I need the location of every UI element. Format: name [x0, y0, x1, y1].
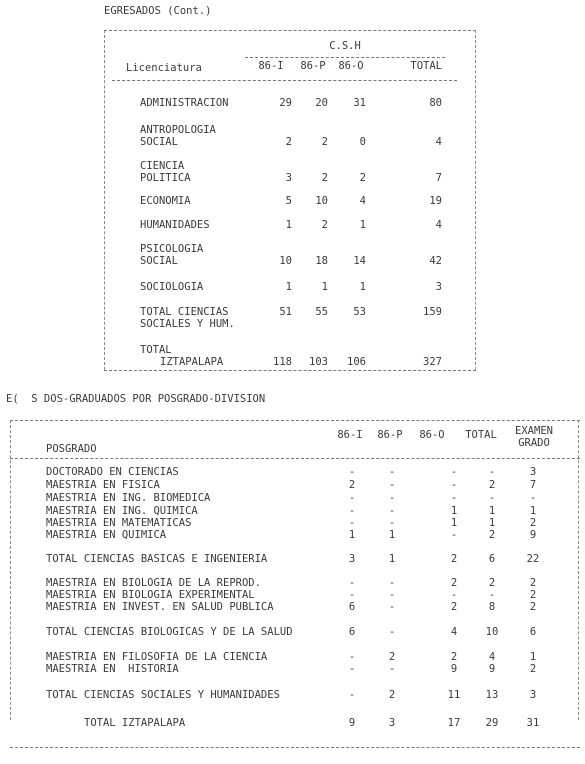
- table2-cell-86i: -: [348, 589, 356, 601]
- table1-cell-86p: 20: [315, 97, 328, 109]
- table1-cell-86o: 106: [347, 356, 366, 368]
- col-header-total: TOTAL: [410, 60, 442, 72]
- table2-cell-grado: 3: [529, 466, 537, 478]
- table1-cell-86p: 18: [315, 255, 328, 267]
- table2-row-name: MAESTRIA EN BIOLOGIA DE LA REPROD.: [46, 577, 261, 589]
- table2-cell-86p: -: [388, 601, 396, 613]
- table2-row-name: DOCTORADO EN CIENCIAS: [46, 466, 179, 478]
- table1-cell-86p: 1: [321, 281, 328, 293]
- table2-cell-grado: 2: [529, 577, 537, 589]
- table1-row-name: SOCIALES Y HUM.: [140, 318, 235, 330]
- division-label: C.S.H: [329, 40, 361, 52]
- table2-row-name: MAESTRIA EN BIOLOGIA EXPERIMENTAL: [46, 589, 255, 601]
- table2-cell-86o: 1: [450, 505, 458, 517]
- table2-cell-total: 1: [488, 505, 496, 517]
- table1-cell-86i: 10: [279, 255, 292, 267]
- table2-cell-86p: -: [388, 492, 396, 504]
- table2-row-name: MAESTRIA EN HISTORIA: [46, 663, 179, 675]
- table2-cell-86o: -: [450, 529, 458, 541]
- col-header-86o: 86-O: [338, 60, 364, 72]
- table1-cell-86i: 29: [279, 97, 292, 109]
- table2-cell-grado: 2: [529, 663, 537, 675]
- table2-cell-total: 1: [488, 517, 496, 529]
- table1-cell-86o: 4: [359, 195, 366, 207]
- table1-cell-86i: 1: [285, 219, 292, 231]
- table1-row-name: IZTAPALAPA: [160, 356, 224, 368]
- table2-cell-86i: -: [348, 466, 356, 478]
- table2-cell-grado: 7: [529, 479, 537, 491]
- table2-cell-86o: 1: [450, 517, 458, 529]
- table1-row-name: SOCIAL: [140, 136, 178, 148]
- table2-cell-86o: 17: [447, 717, 461, 729]
- table2-cell-grado: 1: [529, 651, 537, 663]
- section2-title: E( S DOS-GRADUADOS POR POSGRADO-DIVISION: [6, 393, 266, 405]
- table2-cell-grado: 6: [529, 626, 537, 638]
- table1-row-name: HUMANIDADES: [140, 219, 210, 231]
- table2-cell-86i: 3: [348, 553, 356, 565]
- table2-cell-86o: -: [450, 589, 458, 601]
- table1-cell-86i: 1: [285, 281, 292, 293]
- table2-cell-86o: 11: [447, 689, 461, 701]
- table2-cell-86i: -: [348, 492, 356, 504]
- table1-cell-total: 19: [429, 195, 442, 207]
- table1-row-name: ANTROPOLOGIA: [140, 124, 216, 136]
- table2-cell-total: 4: [488, 651, 496, 663]
- table2-cell-86o: 2: [450, 577, 458, 589]
- table2-row-name: MAESTRIA EN ING. QUIMICA: [46, 505, 198, 517]
- table1-cell-total: 80: [429, 97, 442, 109]
- table1-cell-86p: 2: [321, 219, 328, 231]
- table2-cell-grado: 3: [529, 689, 537, 701]
- table1-cell-86i: 3: [285, 172, 292, 184]
- table2-cell-grado: 9: [529, 529, 537, 541]
- col-header2-86p: 86-P: [377, 429, 403, 441]
- table2-cell-grado: 2: [529, 601, 537, 613]
- table2-row-name: TOTAL IZTAPALAPA: [84, 717, 186, 729]
- table1-cell-total: 4: [435, 219, 442, 231]
- table2-cell-86o: 2: [450, 553, 458, 565]
- table1-cell-total: 4: [435, 136, 442, 148]
- table2-row-name: MAESTRIA EN QUIMICA: [46, 529, 167, 541]
- table1-cell-total: 42: [429, 255, 442, 267]
- table1-row-name: ECONOMIA: [140, 195, 191, 207]
- table1-row-name: PSICOLOGIA: [140, 243, 204, 255]
- table2-cell-total: 2: [488, 529, 496, 541]
- table1-cell-total: 159: [423, 306, 442, 318]
- table1-cell-86o: 1: [359, 281, 366, 293]
- table2-cell-86i: 2: [348, 479, 356, 491]
- col-header2-total: TOTAL: [465, 429, 497, 441]
- table1-cell-86p: 55: [315, 306, 328, 318]
- table2-cell-86p: -: [388, 479, 396, 491]
- table2-cell-86o: 2: [450, 601, 458, 613]
- table2-cell-total: 29: [485, 717, 499, 729]
- table2-cell-86o: 4: [450, 626, 458, 638]
- table1-cell-86o: 1: [359, 219, 366, 231]
- table2-cell-total: 13: [485, 689, 499, 701]
- table2-cell-total: 2: [488, 577, 496, 589]
- table2-row-name: TOTAL CIENCIAS BIOLOGICAS Y DE LA SALUD: [46, 626, 293, 638]
- table1-cell-86p: 2: [321, 136, 328, 148]
- col-header2-examen: EXAMEN: [515, 425, 553, 437]
- table2-cell-86i: -: [348, 517, 356, 529]
- table2-row-name: MAESTRIA EN INVEST. EN SALUD PUBLICA: [46, 601, 274, 613]
- col-header2-grado: GRADO: [518, 437, 550, 449]
- table1-cell-total: 327: [423, 356, 442, 368]
- col-header-86i: 86-I: [258, 60, 284, 72]
- table2-cell-86p: -: [388, 663, 396, 675]
- table1-cell-total: 3: [435, 281, 442, 293]
- table1-row-name: TOTAL: [140, 344, 172, 356]
- table2-cell-grado: -: [529, 492, 537, 504]
- table2-row-name: TOTAL CIENCIAS SOCIALES Y HUMANIDADES: [46, 689, 280, 701]
- table1-cell-86i: 118: [273, 356, 292, 368]
- table2-cell-86p: -: [388, 505, 396, 517]
- table2-cell-86o: -: [450, 466, 458, 478]
- table1-row-name: ADMINISTRACION: [140, 97, 229, 109]
- table1-cell-total: 7: [435, 172, 442, 184]
- table1-cell-86o: 14: [353, 255, 366, 267]
- table1-row-name: TOTAL CIENCIAS: [140, 306, 229, 318]
- col-header-posgrado: POSGRADO: [46, 443, 97, 455]
- col-header2-86i: 86-I: [337, 429, 363, 441]
- table2-cell-86i: 6: [348, 626, 356, 638]
- table2-row-name: MAESTRIA EN ING. BIOMEDICA: [46, 492, 211, 504]
- table2-cell-86i: -: [348, 663, 356, 675]
- table2-cell-total: 10: [485, 626, 499, 638]
- table2-cell-86p: 3: [388, 717, 396, 729]
- table2-cell-grado: 31: [526, 717, 540, 729]
- table2-cell-grado: 1: [529, 505, 537, 517]
- table2-cell-86p: -: [388, 466, 396, 478]
- table1-cell-86o: 2: [359, 172, 366, 184]
- table2-cell-86i: 9: [348, 717, 356, 729]
- table2-cell-86p: 1: [388, 529, 396, 541]
- table1-row-name: SOCIOLOGIA: [140, 281, 204, 293]
- table2-cell-86i: -: [348, 577, 356, 589]
- table2-cell-86i: 1: [348, 529, 356, 541]
- table2-cell-total: -: [488, 589, 496, 601]
- table2-row-name: MAESTRIA EN MATEMATICAS: [46, 517, 192, 529]
- table1-row-name: SOCIAL: [140, 255, 178, 267]
- table2-cell-86i: -: [348, 689, 356, 701]
- table2-cell-grado: 22: [526, 553, 540, 565]
- col-header-86p: 86-P: [300, 60, 326, 72]
- table2-cell-86p: -: [388, 517, 396, 529]
- table1-cell-86o: 53: [353, 306, 366, 318]
- table2-cell-86p: 2: [388, 651, 396, 663]
- table1-cell-86p: 2: [321, 172, 328, 184]
- table2-cell-86i: -: [348, 505, 356, 517]
- table2-cell-86p: 2: [388, 689, 396, 701]
- table2-row-name: TOTAL CIENCIAS BASICAS E INGENIERIA: [46, 553, 268, 565]
- col-header-licenciatura: Licenciatura: [126, 62, 202, 74]
- table2-cell-total: -: [488, 466, 496, 478]
- table2-row-name: MAESTRIA EN FILOSOFIA DE LA CIENCIA: [46, 651, 268, 663]
- table2-row-name: MAESTRIA EN FISICA: [46, 479, 160, 491]
- table2-cell-86o: -: [450, 479, 458, 491]
- table2-cell-grado: 2: [529, 589, 537, 601]
- table2-cell-86p: -: [388, 589, 396, 601]
- table2-cell-86o: 2: [450, 651, 458, 663]
- table2-cell-total: 2: [488, 479, 496, 491]
- table1-cell-86i: 5: [285, 195, 292, 207]
- table1-cell-86p: 103: [309, 356, 328, 368]
- table2-cell-total: 6: [488, 553, 496, 565]
- table2-cell-86i: 6: [348, 601, 356, 613]
- table2-cell-86o: -: [450, 492, 458, 504]
- table2-cell-grado: 2: [529, 517, 537, 529]
- table2-cell-86p: 1: [388, 553, 396, 565]
- table2-cell-total: -: [488, 492, 496, 504]
- table2-cell-86o: 9: [450, 663, 458, 675]
- table2-cell-86p: -: [388, 577, 396, 589]
- table1-cell-86i: 51: [279, 306, 292, 318]
- page-title: EGRESADOS (Cont.): [104, 5, 212, 17]
- table2-cell-total: 8: [488, 601, 496, 613]
- table1-row-name: POLITICA: [140, 172, 191, 184]
- table1-row-name: CIENCIA: [140, 160, 185, 172]
- table1-cell-86o: 31: [353, 97, 366, 109]
- table2-cell-total: 9: [488, 663, 496, 675]
- table1-cell-86o: 0: [359, 136, 366, 148]
- col-header2-86o: 86-O: [419, 429, 445, 441]
- table2-cell-86i: -: [348, 651, 356, 663]
- table2-cell-86p: -: [388, 626, 396, 638]
- table1-cell-86i: 2: [285, 136, 292, 148]
- table1-cell-86p: 10: [315, 195, 328, 207]
